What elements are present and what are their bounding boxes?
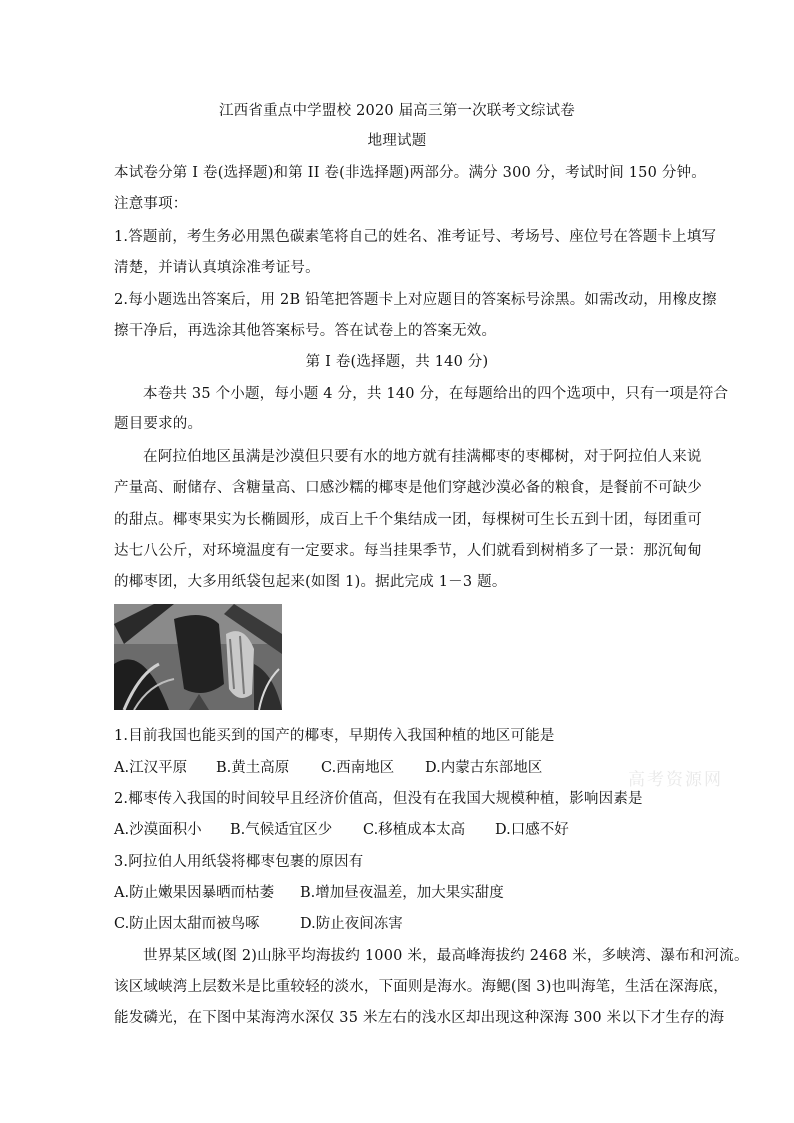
option-b: B.气候适宜区少 [230, 822, 333, 838]
passage-line: 的椰枣团，大多用纸袋包起来(如图 1)。据此完成 1－3 题。 [114, 574, 507, 590]
section-desc: 本卷共 35 个小题，每小题 4 分，共 140 分，在每题给出的四个选项中，只有一项是符合 [143, 386, 729, 402]
option-c: C.移植成本太高 [363, 822, 466, 838]
option-d: D.口感不好 [495, 822, 569, 838]
question-stem: 3.阿拉伯人用纸袋将椰枣包裹的原因有 [114, 854, 364, 870]
passage-line: 能发磷光，在下图中某海湾水深仅 35 米左右的浅水区却出现这种深海 300 米以下才生存的海 [114, 1010, 725, 1026]
passage-line: 的甜点。椰枣果实为长椭圆形，成百上千个集结成一团，每棵树可生长五到十团，每团重可 [114, 512, 702, 528]
option-a: A.江汉平原 [114, 760, 188, 776]
exam-title: 江西省重点中学盟校 2020 届高三第一次联考文综试卷 [218, 103, 576, 119]
section-title: 第 I 卷(选择题，共 140 分) [305, 354, 489, 370]
option-a: A.沙漠面积小 [114, 822, 202, 838]
date-palm-photo [114, 604, 282, 710]
notice-item-1: 1.答题前，考生务必用黑色碳素笔将自己的姓名、准考证号、考场号、座位号在答题卡上填写 [114, 229, 717, 245]
option-d: D.防止夜间冻害 [300, 916, 403, 932]
section-desc-cont: 题目要求的。 [114, 416, 203, 432]
notice-heading: 注意事项： [114, 196, 188, 212]
question-stem: 1.目前我国也能买到的国产的椰枣，早期传入我国种植的地区可能是 [114, 728, 555, 744]
passage-line: 该区域峡湾上层数米是比重较轻的淡水，下面则是海水。海鳃(图 3)也叫海笔，生活在深海底， [114, 979, 728, 995]
intro-line: 本试卷分第 I 卷(选择题)和第 II 卷(非选择题)两部分。满分 300 分，考试时间 150 分钟。 [114, 165, 706, 181]
notice-item-2-cont: 擦干净后，再选涂其他答案标号。答在试卷上的答案无效。 [114, 323, 497, 339]
passage-line: 产量高、耐储存、含糖量高、口感沙糯的椰枣是他们穿越沙漠必备的粮食，是餐前不可缺少 [114, 480, 702, 496]
passage-line: 在阿拉伯地区虽满是沙漠但只要有水的地方就有挂满椰枣的枣椰树，对于阿拉伯人来说 [143, 449, 702, 465]
passage-line: 世界某区域(图 2)山脉平均海拔约 1000 米，最高峰海拔约 2468 米，多峡湾、瀑布和河流。 [143, 948, 749, 964]
passage-line: 达七八公斤，对环境温度有一定要求。每当挂果季节，人们就看到树梢多了一景：那沉甸甸 [114, 543, 702, 559]
option-d: D.内蒙古东部地区 [425, 760, 543, 776]
notice-item-1-cont: 清楚，并请认真填涂准考证号。 [114, 260, 320, 276]
watermark-text: 高考资源网 [628, 770, 723, 790]
option-b: B.黄土高原 [216, 760, 290, 776]
notice-item-2: 2.每小题选出答案后，用 2B 铅笔把答题卡上对应题目的答案标号涂黑。如需改动，用橡皮擦 [114, 292, 717, 308]
option-a: A.防止嫩果因暴晒而枯萎 [114, 885, 275, 901]
option-c: C.西南地区 [321, 760, 395, 776]
option-c: C.防止因太甜而被鸟啄 [114, 916, 260, 932]
option-b: B.增加昼夜温差，加大果实甜度 [300, 885, 504, 901]
subject-title: 地理试题 [367, 133, 427, 149]
question-stem: 2.椰枣传入我国的时间较早且经济价值高，但没有在我国大规模种植，影响因素是 [114, 791, 643, 807]
